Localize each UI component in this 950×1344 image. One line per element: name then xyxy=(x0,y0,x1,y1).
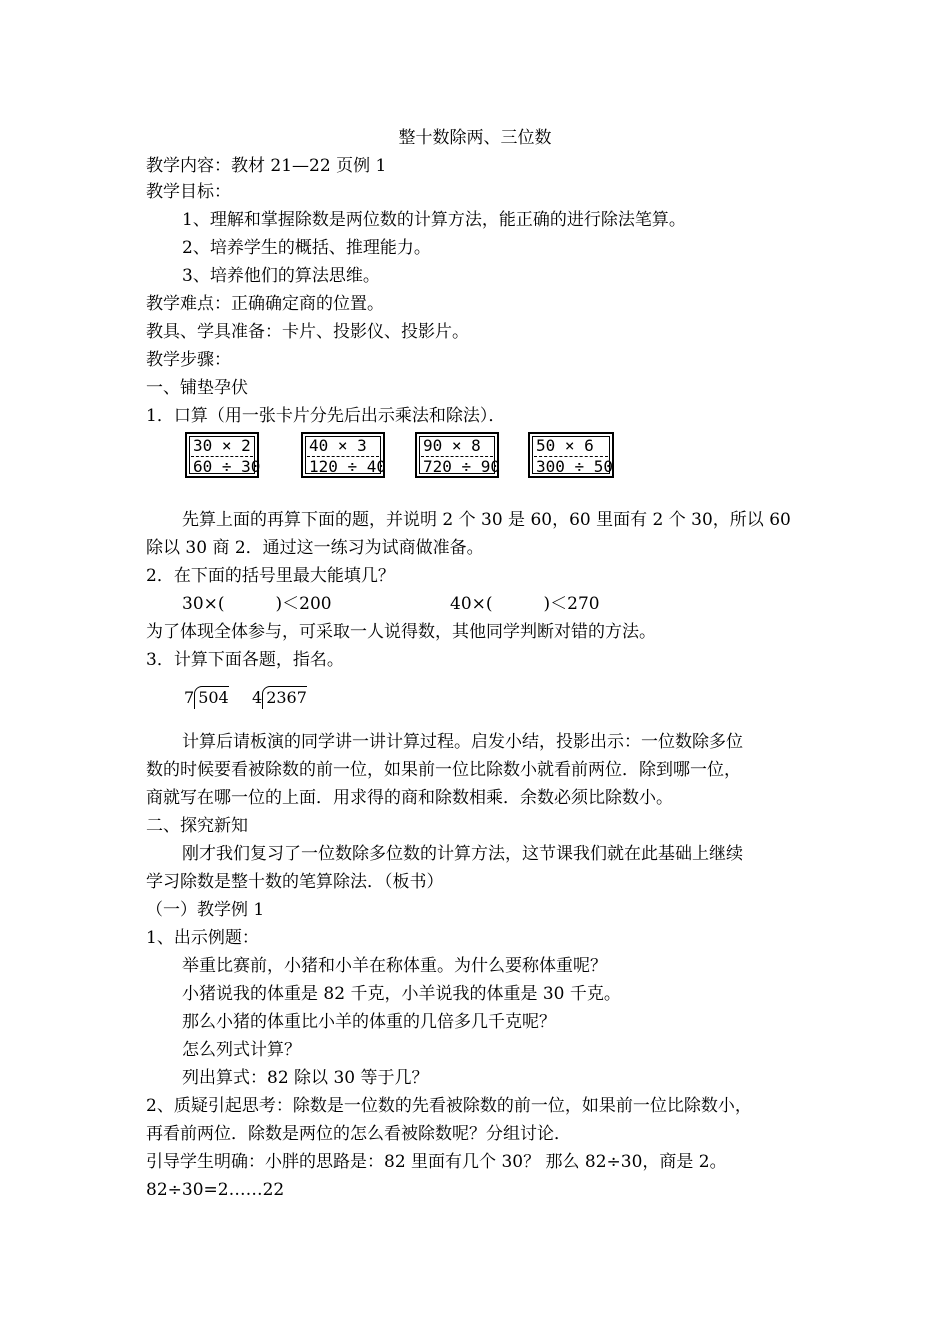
inequality-2: 40×( )＜270 xyxy=(450,594,600,614)
content-line: 教学内容：教材 21—22 页例 1 xyxy=(146,156,387,176)
long-division-2 xyxy=(252,686,307,709)
steps-heading: 教学步骤： xyxy=(146,350,231,370)
goals-heading: 教学目标： xyxy=(146,182,231,202)
part1-para1-line: 除以 30 商 2．通过这一练习为试商做准备。 xyxy=(146,538,484,558)
card-top-expression: 90 × 8 xyxy=(423,436,481,455)
part2-para1-line: 学习除数是整十数的笔算除法．（板书） xyxy=(146,872,444,892)
part2-item2-line: 2、质疑引起思考：除数是一位数的先看被除数的前一位，如果前一位比除数小， xyxy=(146,1096,752,1116)
card-bottom-expression: 120 ÷ 40 xyxy=(309,457,387,476)
part1-para2: 为了体现全体参与，可采取一人说得数，其他同学判断对错的方法。 xyxy=(146,622,656,642)
part2-result: 82÷30=2……22 xyxy=(146,1180,285,1200)
divisor: 4 xyxy=(252,688,263,707)
difficulty-line: 教学难点：正确确定商的位置。 xyxy=(146,294,384,314)
part1-heading: 一、铺垫孕伏 xyxy=(146,378,248,398)
divisor: 7 xyxy=(184,688,195,707)
goal-item: 2、培养学生的概括、推理能力。 xyxy=(182,238,431,258)
document-title: 整十数除两、三位数 xyxy=(398,128,552,148)
card-bottom-expression: 720 ÷ 90 xyxy=(423,457,501,476)
example-line: 举重比赛前，小猪和小羊在称体重。为什么要称体重呢？ xyxy=(182,956,607,976)
card-top-expression: 50 × 6 xyxy=(536,436,594,455)
example-line: 那么小猪的体重比小羊的体重的几倍多几千克呢？ xyxy=(182,1012,556,1032)
flash-card xyxy=(528,432,614,478)
card-bottom-expression: 60 ÷ 30 xyxy=(193,457,261,476)
dividend: 2367 xyxy=(262,686,307,709)
goal-item: 3、培养他们的算法思维。 xyxy=(182,266,380,286)
part2-item2-line: 再看前两位．除数是两位的怎么看被除数呢？分组讨论． xyxy=(146,1124,571,1144)
tools-line: 教具、学具准备：卡片、投影仪、投影片。 xyxy=(146,322,469,342)
flash-card xyxy=(415,432,499,478)
flash-card xyxy=(185,432,259,478)
card-top-expression: 30 × 2 xyxy=(193,436,251,455)
goal-item: 1、理解和掌握除数是两位数的计算方法，能正确的进行除法笔算。 xyxy=(182,210,686,230)
part1-para3-line: 数的时候要看被除数的前一位，如果前一位比除数小就看前两位．除到哪一位， xyxy=(146,760,741,780)
part1-para1-line: 先算上面的再算下面的题，并说明 2 个 30 是 60，60 里面有 2 个 30，所以 60 xyxy=(182,510,791,530)
long-division-1 xyxy=(184,686,229,709)
flash-card xyxy=(301,432,385,478)
example-line: 列出算式：82 除以 30 等于几？ xyxy=(182,1068,429,1088)
example-line: 小猪说我的体重是 82 千克，小羊说我的体重是 30 千克。 xyxy=(182,984,621,1004)
part2-heading: 二、探究新知 xyxy=(146,816,248,836)
card-bottom-expression: 300 ÷ 50 xyxy=(536,457,614,476)
part2-guide: 引导学生明确：小胖的思路是：82 里面有几个 30？ 那么 82÷30，商是 2。 xyxy=(146,1152,727,1172)
part1-item1: 1．口算（用一张卡片分先后出示乘法和除法）． xyxy=(146,406,506,426)
example-line: 怎么列式计算？ xyxy=(182,1040,301,1060)
part2-para1-line: 刚才我们复习了一位数除多位数的计算方法，这节课我们就在此基础上继续 xyxy=(182,844,743,864)
part2-item1: 1、出示例题： xyxy=(146,928,259,948)
part1-para3-line: 计算后请板演的同学讲一讲计算过程。启发小结，投影出示：一位数除多位 xyxy=(182,732,743,752)
part1-item3: 3．计算下面各题，指名。 xyxy=(146,650,344,670)
part1-para3-line: 商就写在哪一位的上面．用求得的商和除数相乘．余数必须比除数小。 xyxy=(146,788,673,808)
card-top-expression: 40 × 3 xyxy=(309,436,367,455)
part1-item2: 2．在下面的括号里最大能填几？ xyxy=(146,566,395,586)
dividend: 504 xyxy=(194,686,229,709)
part2-sub1: （一）教学例 1 xyxy=(146,900,265,920)
inequality-1: 30×( )＜200 xyxy=(182,594,332,614)
